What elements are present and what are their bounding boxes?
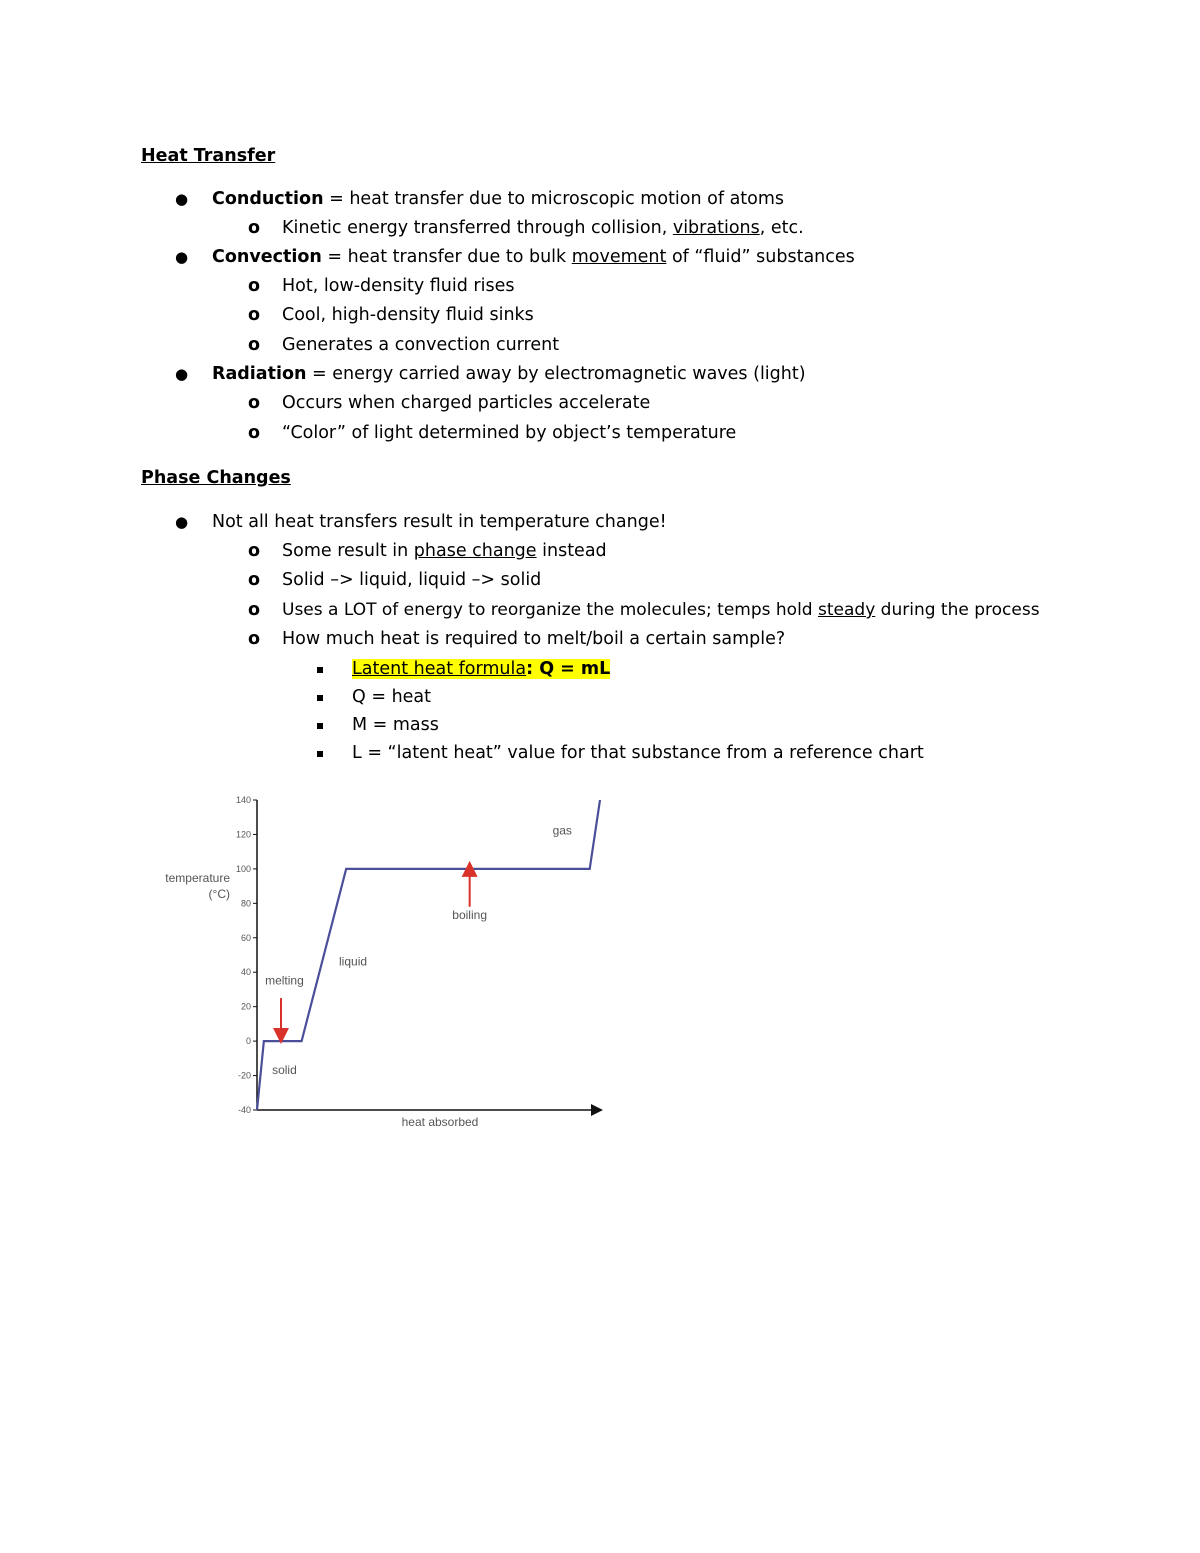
sub-bullet-icon: o — [247, 570, 261, 590]
sub-bullet-icon: o — [247, 335, 261, 355]
convection-sub-item: Cool, high-density fluid sinks — [282, 305, 534, 325]
conduction-sub-item — [282, 216, 804, 240]
formula-colon: : — [526, 659, 540, 679]
y-axis-unit: (°C) — [208, 887, 230, 901]
heat-transfer-heading: Heat Transfer — [141, 146, 276, 166]
phase-changes-item: Not all heat transfers result in temperature change! — [212, 512, 667, 532]
y-tick-label: 40 — [240, 967, 251, 978]
phase-sub-end: during the process — [875, 600, 1040, 620]
sub-bullet-icon: o — [247, 276, 261, 296]
radiation-sub-item: “Color” of light determined by object’s temperature — [282, 423, 737, 443]
radiation-sub-item: Occurs when charged particles accelerate — [282, 393, 651, 413]
conduction-text: = heat transfer due to microscopic motion of atoms — [323, 189, 785, 209]
radiation-text: = energy carried away by electromagnetic waves (light) — [306, 364, 806, 384]
phase-sub-item: How much heat is required to melt/boil a certain sample? — [282, 629, 786, 649]
conduction-item — [212, 187, 784, 211]
steady-underlined: steady — [818, 600, 876, 620]
y-tick-label: 20 — [240, 1001, 251, 1012]
formula: Q = mL — [539, 659, 611, 679]
y-tick-label: 120 — [235, 829, 251, 840]
heating-curve-line — [257, 800, 600, 1110]
conduction-term: Conduction — [212, 189, 324, 209]
radiation-term: Radiation — [212, 364, 307, 384]
phase-sub-end: instead — [536, 541, 607, 561]
sub-bullet-icon: o — [247, 393, 261, 413]
y-axis-label: temperature — [165, 871, 230, 885]
sub-bullet-icon: o — [247, 423, 261, 443]
formula-def: M = mass — [352, 715, 439, 735]
convection-text: = heat transfer due to bulk — [321, 247, 572, 267]
sub-bullet-icon: o — [247, 305, 261, 325]
y-tick-label: 60 — [240, 932, 251, 943]
phase-sub-text: Some result in — [282, 541, 414, 561]
bullet-dot-icon: ● — [175, 365, 189, 383]
sub-bullet-icon: o — [247, 600, 261, 620]
y-tick-label: -40 — [237, 1105, 251, 1115]
formula-item — [352, 657, 610, 681]
phase-sub-item — [282, 598, 1040, 622]
conduction-sub-end: , etc. — [759, 218, 804, 238]
movement-underlined: movement — [571, 247, 667, 267]
bullet-dot-icon: ● — [175, 513, 189, 531]
convection-sub-item: Hot, low-density fluid rises — [282, 276, 515, 296]
annotation-solid: solid — [272, 1062, 297, 1077]
vibrations-underlined: vibrations — [672, 218, 760, 238]
bullet-dot-icon: ● — [175, 248, 189, 266]
y-tick-label: 0 — [245, 1036, 251, 1047]
sub-bullet-icon: o — [247, 541, 261, 561]
annotation-boiling: boiling — [452, 907, 488, 922]
phase-changes-heading: Phase Changes — [141, 468, 291, 488]
radiation-item — [212, 362, 806, 386]
phase-sub-item: Solid –> liquid, liquid –> solid — [282, 570, 542, 590]
sub-bullet-icon: o — [247, 218, 261, 238]
y-tick-label: -20 — [237, 1070, 251, 1081]
annotation-melting: melting — [265, 973, 304, 988]
phase-change-underlined: phase change — [413, 541, 537, 561]
convection-text-end: of “fluid” substances — [666, 247, 855, 267]
phase-sub-item — [282, 539, 607, 563]
convection-sub-item: Generates a convection current — [282, 335, 560, 355]
sub-bullet-icon: o — [247, 629, 261, 649]
heating-curve-chart — [160, 790, 620, 1140]
formula-label: Latent heat formula — [352, 659, 527, 679]
convection-item — [212, 245, 855, 269]
formula-def: L = “latent heat” value for that substance from a reference chart — [352, 743, 924, 763]
annotation-liquid: liquid — [339, 954, 368, 969]
convection-term: Convection — [212, 247, 322, 267]
conduction-sub-text: Kinetic energy transferred through collision, — [282, 218, 673, 238]
y-tick-label: 140 — [235, 795, 251, 805]
y-tick-label: 80 — [240, 898, 251, 909]
x-axis-label: heat absorbed — [401, 1115, 479, 1129]
y-tick-label: 100 — [235, 863, 251, 874]
annotation-gas: gas — [552, 823, 572, 838]
formula-def: Q = heat — [352, 687, 432, 707]
phase-sub-text: Uses a LOT of energy to reorganize the molecules; temps hold — [282, 600, 818, 620]
bullet-dot-icon: ● — [175, 190, 189, 208]
